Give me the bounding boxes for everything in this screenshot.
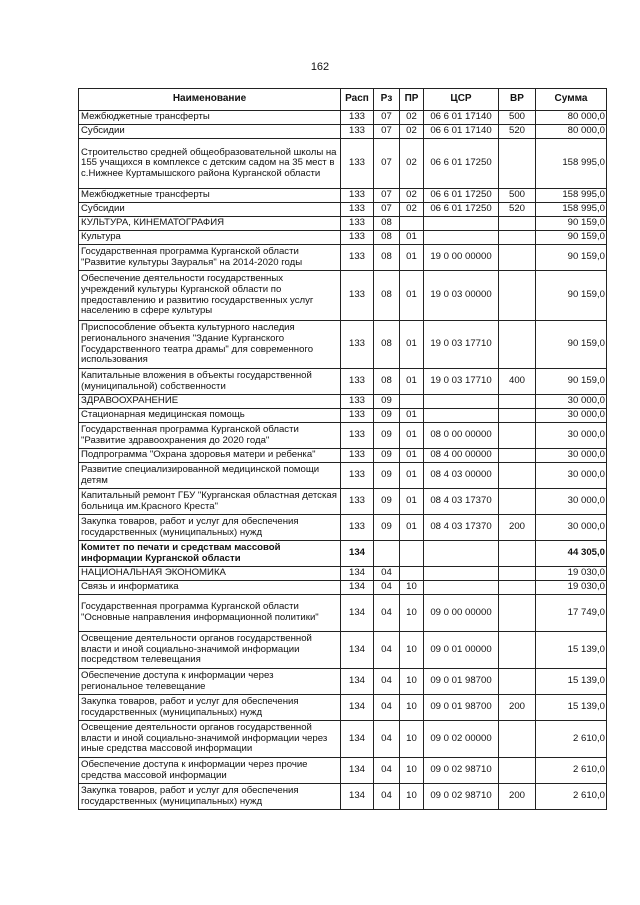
cell-pr: 10: [400, 784, 424, 810]
cell-name: КУЛЬТУРА, КИНЕМАТОГРАФИЯ: [79, 217, 341, 231]
cell-name: Обеспечение доступа к информации через региональное телевещание: [79, 669, 341, 695]
table-row: [79, 111, 607, 125]
cell-rasp: 133: [341, 189, 374, 203]
cell-name: Освещение деятельности органов государственной власти и иной социально-значимой информации посредством телевещания: [79, 632, 341, 669]
cell-rasp: 134: [341, 567, 374, 581]
cell-name: НАЦИОНАЛЬНАЯ ЭКОНОМИКА: [79, 567, 341, 581]
cell-vr: [499, 581, 536, 595]
cell-vr: [499, 567, 536, 581]
cell-rasp: 134: [341, 784, 374, 810]
cell-vr: 500: [499, 189, 536, 203]
table-row: [79, 139, 607, 189]
cell-name: Закупка товаров, работ и услуг для обеспечения государственных (муниципальных) нужд: [79, 784, 341, 810]
cell-rasp: 134: [341, 721, 374, 758]
cell-vr: 200: [499, 515, 536, 541]
cell-vr: 200: [499, 784, 536, 810]
cell-rasp: 133: [341, 409, 374, 423]
cell-rz: 08: [374, 231, 400, 245]
cell-rasp: 133: [341, 271, 374, 321]
cell-rz: 07: [374, 125, 400, 139]
cell-vr: [499, 489, 536, 515]
column-header-name: Наименование: [79, 89, 341, 111]
cell-name: Приспособление объекта культурного наследия регионального значения "Здание Курганского Государственного театра драмы" для современного использования: [79, 321, 341, 369]
cell-sum: 44 305,0: [536, 541, 607, 567]
cell-vr: 400: [499, 369, 536, 395]
cell-pr: 02: [400, 189, 424, 203]
cell-vr: [499, 423, 536, 449]
cell-vr: [499, 409, 536, 423]
cell-name: Строительство средней общеобразовательной школы на 155 учащихся в комплексе с детским садом на 35 мест в с.Нижнее Куртамышского района Курганской области: [79, 139, 341, 189]
column-header-csr: ЦСР: [424, 89, 499, 111]
cell-sum: 15 139,0: [536, 632, 607, 669]
cell-vr: 520: [499, 125, 536, 139]
column-header-sum: Сумма: [536, 89, 607, 111]
table-row: [79, 581, 607, 595]
cell-rasp: 133: [341, 395, 374, 409]
cell-rasp: 134: [341, 541, 374, 567]
table-row: [79, 695, 607, 721]
table-row: [79, 125, 607, 139]
cell-rasp: 134: [341, 758, 374, 784]
column-header-rz: Рз: [374, 89, 400, 111]
cell-sum: 90 159,0: [536, 231, 607, 245]
cell-rz: 08: [374, 217, 400, 231]
cell-name: Обеспечение доступа к информации через прочие средства массовой информации: [79, 758, 341, 784]
cell-name: Межбюджетные трансферты: [79, 111, 341, 125]
cell-sum: 15 139,0: [536, 669, 607, 695]
cell-name: Культура: [79, 231, 341, 245]
cell-rasp: 133: [341, 125, 374, 139]
cell-rz: 04: [374, 695, 400, 721]
table-row: [79, 203, 607, 217]
cell-rasp: 133: [341, 231, 374, 245]
cell-vr: [499, 632, 536, 669]
cell-rz: 04: [374, 758, 400, 784]
table-row: [79, 409, 607, 423]
cell-rz: 04: [374, 632, 400, 669]
cell-rasp: 133: [341, 515, 374, 541]
cell-name: Капитальный ремонт ГБУ "Курганская областная детская больница им.Красного Креста": [79, 489, 341, 515]
cell-sum: 2 610,0: [536, 758, 607, 784]
cell-pr: [400, 567, 424, 581]
cell-rz: 09: [374, 449, 400, 463]
cell-name: Связь и информатика: [79, 581, 341, 595]
cell-pr: 10: [400, 695, 424, 721]
cell-pr: 01: [400, 369, 424, 395]
cell-vr: [499, 231, 536, 245]
cell-sum: 30 000,0: [536, 449, 607, 463]
cell-rz: 07: [374, 203, 400, 217]
cell-rz: 04: [374, 595, 400, 632]
cell-vr: 500: [499, 111, 536, 125]
cell-pr: 01: [400, 489, 424, 515]
cell-rasp: 133: [341, 489, 374, 515]
table-body: [79, 111, 607, 810]
cell-pr: 01: [400, 245, 424, 271]
cell-sum: 90 159,0: [536, 369, 607, 395]
cell-csr: [424, 395, 499, 409]
cell-rasp: 133: [341, 321, 374, 369]
cell-pr: [400, 217, 424, 231]
cell-pr: 10: [400, 669, 424, 695]
table-row: [79, 567, 607, 581]
cell-csr: 08 4 03 00000: [424, 463, 499, 489]
cell-pr: 10: [400, 595, 424, 632]
cell-name: Государственная программа Курганской области "Развитие культуры Зауралья" на 2014-2020 годы: [79, 245, 341, 271]
budget-table: [78, 88, 607, 810]
cell-rz: 04: [374, 581, 400, 595]
cell-vr: [499, 395, 536, 409]
cell-sum: 80 000,0: [536, 111, 607, 125]
cell-rasp: 133: [341, 217, 374, 231]
cell-csr: [424, 567, 499, 581]
cell-sum: 17 749,0: [536, 595, 607, 632]
table-row: [79, 721, 607, 758]
cell-csr: [424, 217, 499, 231]
cell-rz: 09: [374, 489, 400, 515]
cell-sum: 30 000,0: [536, 515, 607, 541]
cell-sum: 30 000,0: [536, 395, 607, 409]
cell-csr: 06 6 01 17250: [424, 139, 499, 189]
cell-vr: [499, 463, 536, 489]
cell-pr: 01: [400, 515, 424, 541]
table-row: [79, 271, 607, 321]
cell-csr: [424, 581, 499, 595]
table-row: [79, 595, 607, 632]
cell-pr: [400, 395, 424, 409]
table-row: [79, 231, 607, 245]
cell-csr: 19 0 00 00000: [424, 245, 499, 271]
cell-pr: 01: [400, 321, 424, 369]
cell-pr: 02: [400, 125, 424, 139]
cell-rasp: 134: [341, 695, 374, 721]
cell-vr: [499, 669, 536, 695]
cell-sum: 90 159,0: [536, 217, 607, 231]
cell-name: Обеспечение деятельности государственных учреждений культуры Курганской области по предоставлению и развитию государственных услуг населению в сфере культуры: [79, 271, 341, 321]
column-header-pr: ПР: [400, 89, 424, 111]
cell-rz: 09: [374, 395, 400, 409]
cell-pr: 01: [400, 409, 424, 423]
cell-rz: 04: [374, 567, 400, 581]
table-row: [79, 489, 607, 515]
cell-sum: 158 995,0: [536, 139, 607, 189]
cell-name: Закупка товаров, работ и услуг для обеспечения государственных (муниципальных) нужд: [79, 695, 341, 721]
cell-vr: [499, 721, 536, 758]
table-row: [79, 541, 607, 567]
cell-csr: 19 0 03 17710: [424, 321, 499, 369]
cell-name: Субсидии: [79, 203, 341, 217]
cell-pr: 01: [400, 231, 424, 245]
cell-name: Субсидии: [79, 125, 341, 139]
cell-vr: [499, 139, 536, 189]
cell-sum: 19 030,0: [536, 581, 607, 595]
cell-csr: 09 0 01 00000: [424, 632, 499, 669]
cell-name: Комитет по печати и средствам массовой информации Курганской области: [79, 541, 341, 567]
table-row: [79, 217, 607, 231]
cell-rasp: 133: [341, 423, 374, 449]
table-row: [79, 321, 607, 369]
cell-vr: [499, 271, 536, 321]
cell-csr: 09 0 00 00000: [424, 595, 499, 632]
cell-rasp: 134: [341, 669, 374, 695]
cell-vr: [499, 595, 536, 632]
cell-rz: [374, 541, 400, 567]
cell-vr: [499, 541, 536, 567]
cell-csr: 08 4 03 17370: [424, 515, 499, 541]
table-row: [79, 463, 607, 489]
cell-sum: 90 159,0: [536, 245, 607, 271]
cell-vr: 520: [499, 203, 536, 217]
cell-rz: 09: [374, 463, 400, 489]
cell-rasp: 133: [341, 463, 374, 489]
cell-pr: 01: [400, 423, 424, 449]
cell-pr: 10: [400, 721, 424, 758]
cell-rz: 07: [374, 139, 400, 189]
cell-sum: 2 610,0: [536, 721, 607, 758]
page-number: 162: [310, 61, 330, 73]
cell-sum: 2 610,0: [536, 784, 607, 810]
cell-csr: 09 0 02 98710: [424, 758, 499, 784]
cell-name: Государственная программа Курганской области "Развитие здравоохранения до 2020 года": [79, 423, 341, 449]
cell-csr: 19 0 03 17710: [424, 369, 499, 395]
cell-sum: 90 159,0: [536, 271, 607, 321]
cell-vr: [499, 449, 536, 463]
cell-csr: 08 4 03 17370: [424, 489, 499, 515]
cell-rasp: 133: [341, 245, 374, 271]
cell-vr: 200: [499, 695, 536, 721]
cell-csr: 06 6 01 17140: [424, 125, 499, 139]
cell-pr: 02: [400, 111, 424, 125]
cell-sum: 19 030,0: [536, 567, 607, 581]
column-header-vr: ВР: [499, 89, 536, 111]
cell-sum: 158 995,0: [536, 203, 607, 217]
cell-name: Развитие специализированной медицинской помощи детям: [79, 463, 341, 489]
cell-rasp: 133: [341, 139, 374, 189]
cell-name: Стационарная медицинская помощь: [79, 409, 341, 423]
table-row: [79, 515, 607, 541]
cell-sum: 30 000,0: [536, 489, 607, 515]
cell-csr: 08 4 00 00000: [424, 449, 499, 463]
table-row: [79, 669, 607, 695]
cell-rasp: 133: [341, 203, 374, 217]
cell-rasp: 133: [341, 449, 374, 463]
cell-csr: 09 0 01 98700: [424, 669, 499, 695]
column-header-rasp: Расп: [341, 89, 374, 111]
cell-rasp: 134: [341, 595, 374, 632]
cell-pr: [400, 541, 424, 567]
cell-name: Освещение деятельности органов государственной власти и иной социально-значимой информации через иные средства массовой информации: [79, 721, 341, 758]
table-row: [79, 758, 607, 784]
cell-rasp: 133: [341, 369, 374, 395]
cell-csr: [424, 231, 499, 245]
cell-pr: 01: [400, 271, 424, 321]
cell-rz: 04: [374, 784, 400, 810]
table-row: [79, 784, 607, 810]
cell-name: Капитальные вложения в объекты государственной (муниципальной) собственности: [79, 369, 341, 395]
table-row: [79, 395, 607, 409]
cell-rasp: 133: [341, 111, 374, 125]
cell-name: Государственная программа Курганской области "Основные направления информационной политики": [79, 595, 341, 632]
cell-name: Межбюджетные трансферты: [79, 189, 341, 203]
cell-rz: 09: [374, 423, 400, 449]
cell-rasp: 134: [341, 581, 374, 595]
cell-pr: 02: [400, 203, 424, 217]
cell-sum: 15 139,0: [536, 695, 607, 721]
table-row: [79, 245, 607, 271]
cell-rz: 08: [374, 271, 400, 321]
cell-sum: 90 159,0: [536, 321, 607, 369]
cell-pr: 01: [400, 449, 424, 463]
cell-sum: 158 995,0: [536, 189, 607, 203]
table-row: [79, 423, 607, 449]
cell-rasp: 134: [341, 632, 374, 669]
cell-pr: 10: [400, 758, 424, 784]
cell-csr: 06 6 01 17250: [424, 189, 499, 203]
cell-rz: 08: [374, 369, 400, 395]
cell-pr: 01: [400, 463, 424, 489]
cell-csr: 09 0 01 98700: [424, 695, 499, 721]
cell-sum: 30 000,0: [536, 423, 607, 449]
cell-name: Подпрограмма "Охрана здоровья матери и ребенка": [79, 449, 341, 463]
table-header-row: [79, 89, 607, 111]
cell-vr: [499, 758, 536, 784]
cell-csr: 06 6 01 17250: [424, 203, 499, 217]
cell-rz: 04: [374, 669, 400, 695]
table-row: [79, 369, 607, 395]
cell-pr: 02: [400, 139, 424, 189]
cell-name: Закупка товаров, работ и услуг для обеспечения государственных (муниципальных) нужд: [79, 515, 341, 541]
cell-pr: 10: [400, 632, 424, 669]
table-row: [79, 189, 607, 203]
cell-rz: 07: [374, 189, 400, 203]
cell-vr: [499, 321, 536, 369]
cell-rz: 09: [374, 409, 400, 423]
cell-csr: [424, 541, 499, 567]
cell-csr: 09 0 02 00000: [424, 721, 499, 758]
cell-sum: 80 000,0: [536, 125, 607, 139]
cell-rz: 09: [374, 515, 400, 541]
cell-sum: 30 000,0: [536, 409, 607, 423]
cell-vr: [499, 217, 536, 231]
cell-rz: 04: [374, 721, 400, 758]
cell-vr: [499, 245, 536, 271]
cell-csr: 19 0 03 00000: [424, 271, 499, 321]
cell-rz: 08: [374, 321, 400, 369]
cell-csr: 08 0 00 00000: [424, 423, 499, 449]
cell-pr: 10: [400, 581, 424, 595]
cell-rz: 07: [374, 111, 400, 125]
table-row: [79, 632, 607, 669]
cell-rz: 08: [374, 245, 400, 271]
cell-csr: 09 0 02 98710: [424, 784, 499, 810]
cell-csr: 06 6 01 17140: [424, 111, 499, 125]
cell-name: ЗДРАВООХРАНЕНИЕ: [79, 395, 341, 409]
cell-csr: [424, 409, 499, 423]
table-row: [79, 449, 607, 463]
cell-sum: 30 000,0: [536, 463, 607, 489]
